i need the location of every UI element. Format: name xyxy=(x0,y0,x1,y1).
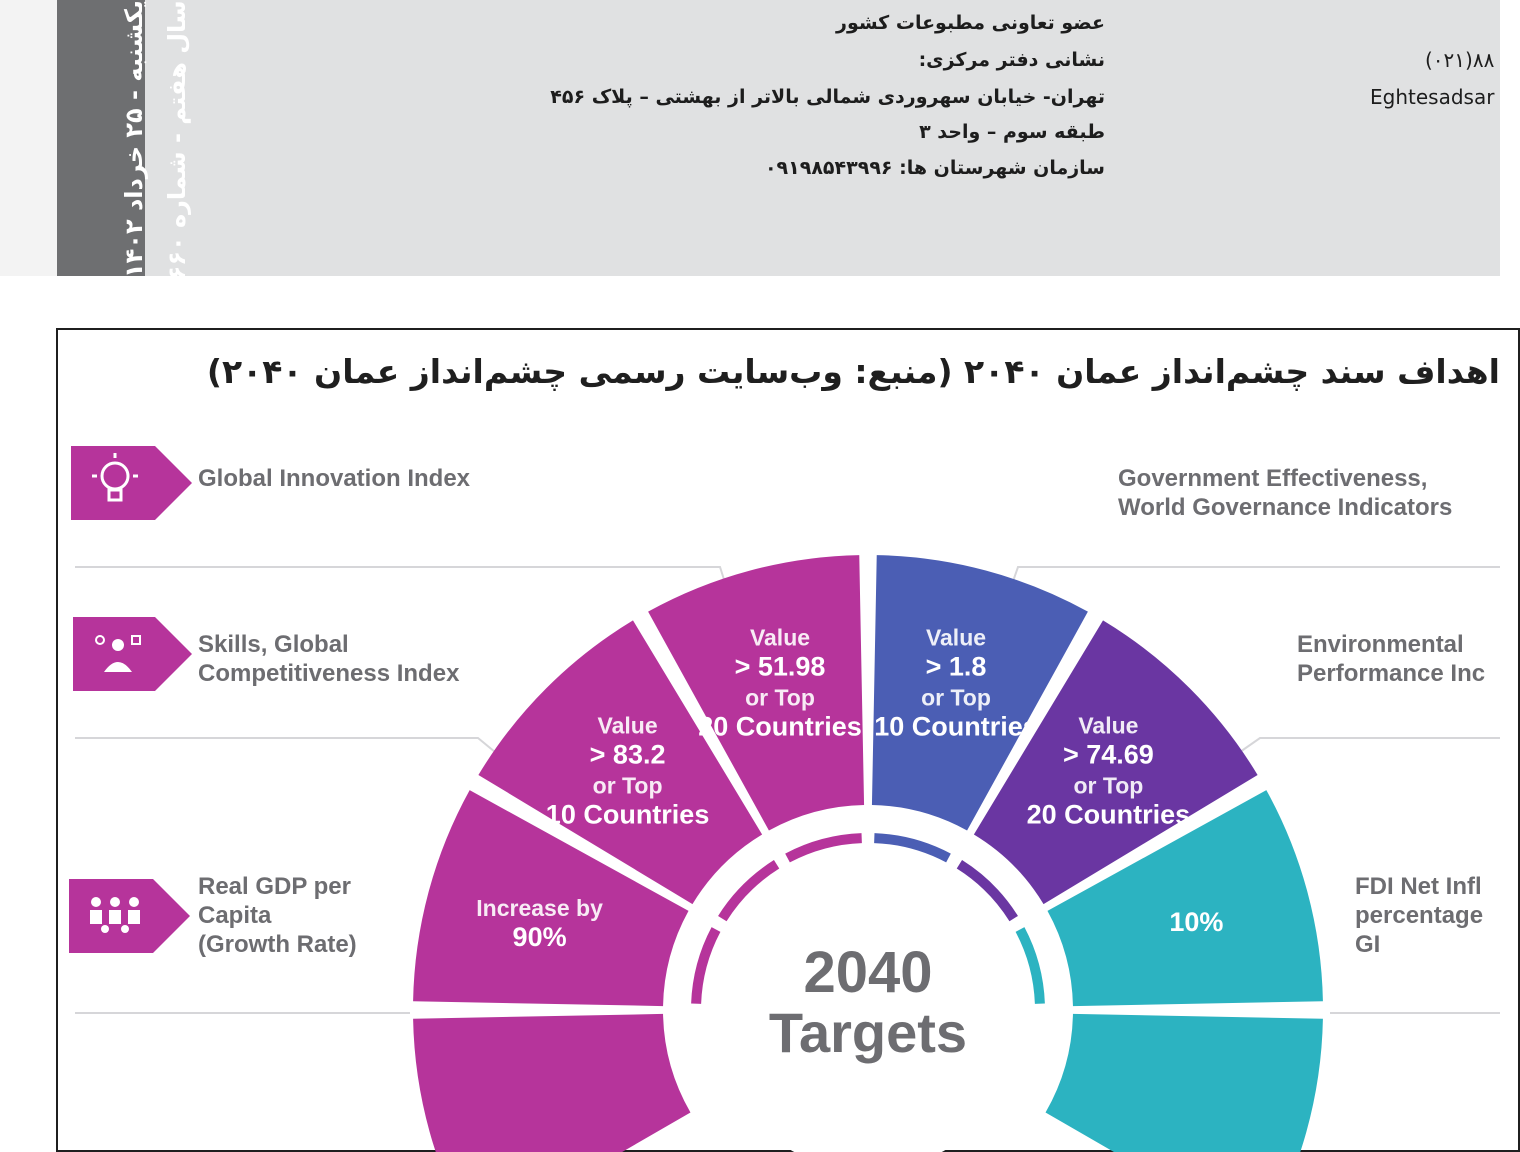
segment-label: > 51.98 xyxy=(734,651,826,682)
label-environmental-performance: Environmental Performance Inc xyxy=(1297,631,1486,687)
segment-label: 20 Countries xyxy=(1026,799,1191,830)
segment-label: > 83.2 xyxy=(589,739,666,770)
segment-label: or Top xyxy=(1073,772,1144,799)
label-fdi-net-inflow: FDI Net Infl percentage GI xyxy=(1355,873,1484,958)
segment-label: 20 Countries xyxy=(698,711,862,742)
divider-line xyxy=(75,567,728,592)
segment-label: 10 Countries xyxy=(545,799,710,830)
segment-label: 10% xyxy=(1169,907,1224,938)
center-year: 2040 xyxy=(803,940,933,1005)
label-government-effectiveness: Government Effectiveness, World Governance Indicators xyxy=(1118,465,1453,521)
website: Eghtesadsar xyxy=(1370,85,1495,109)
segment-label: or Top xyxy=(921,684,991,711)
address-label: نشانی دفتر مرکزی: xyxy=(918,49,1105,71)
issue-date: یکشنبه - ۲۵ خرداد ۱۴۰۲ xyxy=(120,0,148,278)
issue-number: سال هفتم - شماره ۱۶۶۰ xyxy=(163,0,191,295)
target-segment-lower xyxy=(413,1014,690,1152)
divider-line xyxy=(75,738,495,752)
divider-line xyxy=(1240,738,1500,752)
segment-label: > 74.69 xyxy=(1062,739,1154,770)
segment-label: or Top xyxy=(745,684,815,711)
phone-number: (۰۲۱)۸۸ xyxy=(1425,48,1495,72)
label-skills-index: Skills, Global Competitiveness Index xyxy=(198,631,460,687)
segment-label: Value xyxy=(597,712,658,739)
segment-label: Value xyxy=(925,624,987,651)
address-line: تهران- خیابان سهروردی شمالی بالاتر از بهشتی – پلاک ۴۵۶ xyxy=(550,86,1105,108)
label-gdp-per-capita: Real GDP per Capita (Growth Rate) xyxy=(198,873,357,958)
press-cooperative-member: عضو تعاونی مطبوعات کشور xyxy=(836,12,1105,34)
segment-label: Value xyxy=(1078,712,1139,739)
wheel-center xyxy=(696,838,1040,1152)
figure-title: اهداف سند چشم‌انداز عمان ۲۰۴۰ (منبع: وب‌سایت رسمی چشم‌انداز عمان ۲۰۴۰) xyxy=(206,352,1500,391)
center-word: Targets xyxy=(768,1001,968,1064)
segment-label: > 1.8 xyxy=(925,651,987,682)
divider-line xyxy=(1010,567,1500,590)
segment-label: Increase by xyxy=(476,895,603,922)
segment-label: 10 Countries xyxy=(874,711,1038,742)
people-skills-icon xyxy=(73,617,192,691)
population-icon xyxy=(69,879,190,953)
segment-label: 90% xyxy=(512,922,567,953)
segment-label: Value xyxy=(749,624,811,651)
lightbulb-icon xyxy=(71,446,192,520)
segment-label: or Top xyxy=(592,772,663,799)
label-innovation-index: Global Innovation Index xyxy=(198,465,471,492)
target-segment-lower xyxy=(1046,1014,1323,1152)
provinces-phone: سازمان شهرستان ها: ۰۹۱۹۸۵۴۳۹۹۶ xyxy=(764,157,1105,179)
address-line-floor: طبقه سوم – واحد ۳ xyxy=(919,121,1105,143)
